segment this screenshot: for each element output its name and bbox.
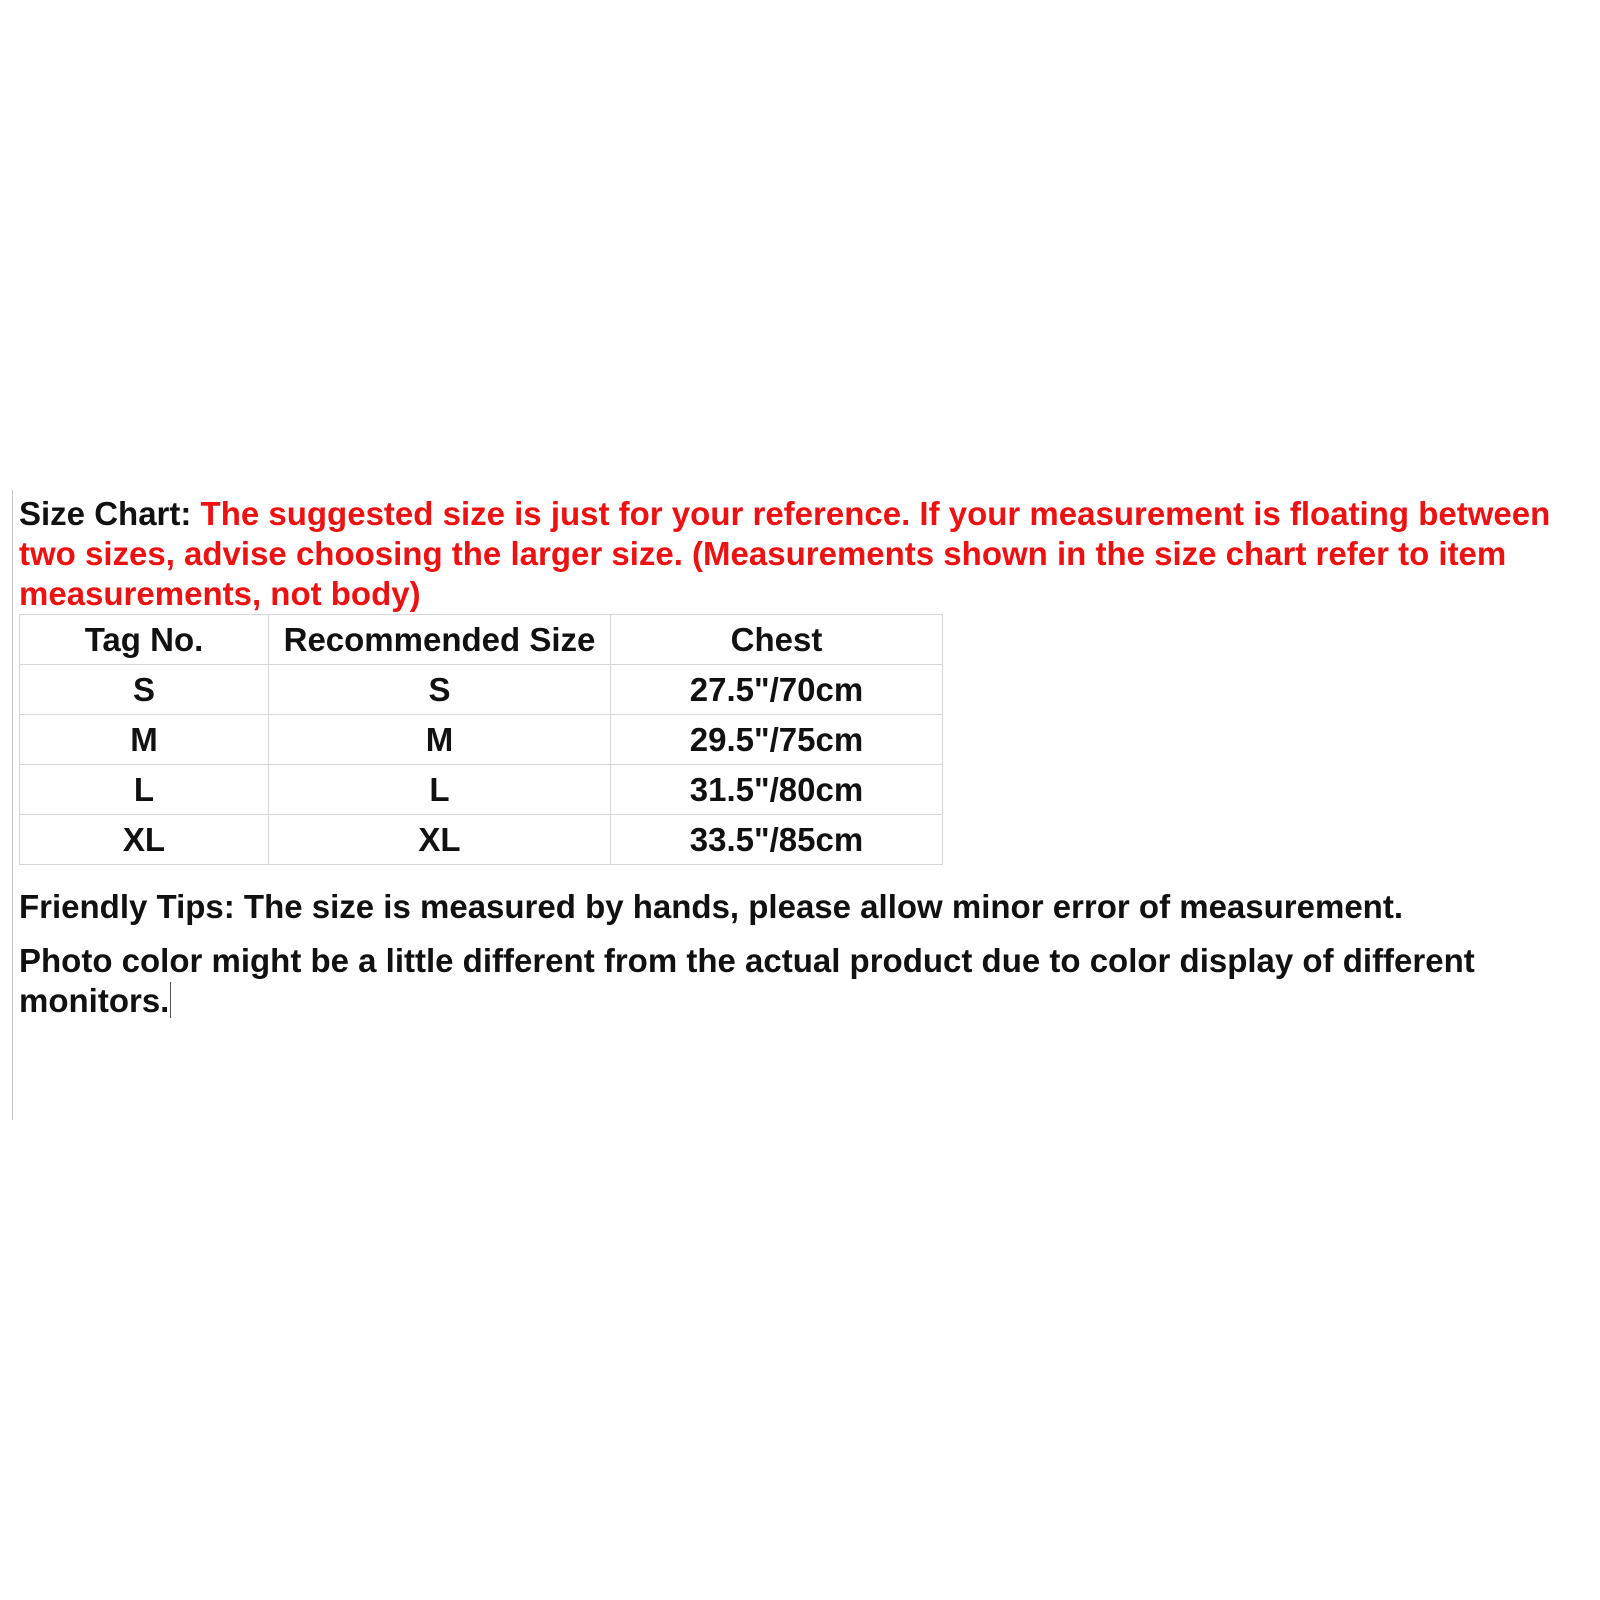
cell-chest: 33.5"/85cm <box>611 815 943 865</box>
cell-tag-no: S <box>20 665 269 715</box>
document-body <box>19 494 1589 1021</box>
editor-left-border <box>12 490 13 1120</box>
cell-recommended-size: S <box>269 665 611 715</box>
header-tag-no: Tag No. <box>20 615 269 665</box>
friendly-tips: Friendly Tips: The size is measured by hands, please allow minor error of measurement. <box>19 888 1403 925</box>
cell-recommended-size: XL <box>269 815 611 865</box>
cell-tag-no: M <box>20 715 269 765</box>
cell-tag-no: L <box>20 765 269 815</box>
cell-chest: 29.5"/75cm <box>611 715 943 765</box>
photo-color-note <box>19 941 1579 1021</box>
text-cursor[interactable] <box>170 982 171 1018</box>
header-chest: Chest <box>611 615 943 665</box>
header-recommended-size: Recommended Size <box>269 615 611 665</box>
table-row <box>20 715 943 765</box>
table-header-row <box>20 615 943 665</box>
cell-chest: 27.5"/70cm <box>611 665 943 715</box>
table-row <box>20 815 943 865</box>
cell-chest: 31.5"/80cm <box>611 765 943 815</box>
cell-recommended-size: L <box>269 765 611 815</box>
table-row <box>20 765 943 815</box>
size-table <box>19 614 943 865</box>
cell-tag-no: XL <box>20 815 269 865</box>
size-chart-intro <box>19 494 1589 614</box>
table-row <box>20 665 943 715</box>
cell-recommended-size: M <box>269 715 611 765</box>
size-chart-label: Size Chart: <box>19 495 201 532</box>
photo-color-note-text: Photo color might be a little different from the actual product due to color display of different monitors. <box>19 942 1475 1019</box>
size-chart-note: The suggested size is just for your reference. If your measurement is floating between two sizes, advise choosing the larger size. (Measurements shown in the size chart refer to item measurements, not body) <box>19 495 1551 612</box>
